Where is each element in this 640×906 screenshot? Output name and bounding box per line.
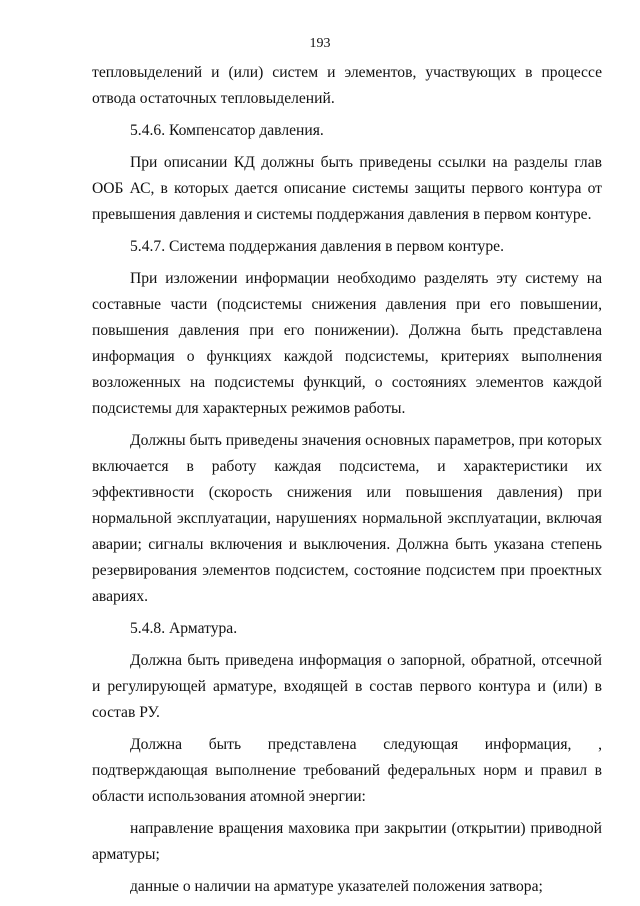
page-number: 193 [309,36,331,51]
paragraph-subsystems: При изложении информации необходимо разделять эту систему на составные части (подсистемы снижения давления при его повышении, повышения давления при его понижении). Должна быть представлена информация о функциях каждой подсистемы, критериях выполнения возложенных на подсистемы функций, о состояниях элементов каждой подсистемы для характерных режимов работы. [92,270,602,417]
page-content [92,60,602,906]
list-item-indicators: данные о наличии на арматуре указателей положения затвора; [130,878,543,895]
paragraph-continuation: тепловыделений и (или) систем и элементов, участвующих в процессе отвода остаточных тепловыделений. [92,64,602,107]
paragraph-valves: Должна быть приведена информация о запорной, обратной, отсечной и регулирующей арматуре, входящей в состав первого контура и (или) в состав РУ. [92,652,602,721]
paragraph-pressurizer: При описании КД должны быть приведены ссылки на разделы глав ООБ АС, в которых дается описание системы защиты первого контура от превышения давления и системы поддержания давления в первом контуре. [92,154,602,223]
section-heading-5-4-7: 5.4.7. Система поддержания давления в первом контуре. [130,238,504,255]
section-heading-5-4-6: 5.4.6. Компенсатор давления. [130,122,324,139]
paragraph-requirements: Должна быть представлена следующая информация, , подтверждающая выполнение требований федеральных норм и правил в области использования атомной энергии: [92,736,602,805]
paragraph-parameters: Должны быть приведены значения основных параметров, при которых включается в работу каждая подсистема, и характеристики их эффективности (скорость снижения или повышения давления) при нормальной эксплуатации, нарушениях нормальной эксплуатации, включая аварии; сигналы включения и выключения. Должна быть указана степень резервирования элементов подсистем, состояние подсистем при проектных авариях. [92,432,603,605]
section-heading-5-4-8: 5.4.8. Арматура. [130,620,238,637]
list-item-handwheel: направление вращения маховика при закрытии (открытии) приводной арматуры; [92,820,602,863]
